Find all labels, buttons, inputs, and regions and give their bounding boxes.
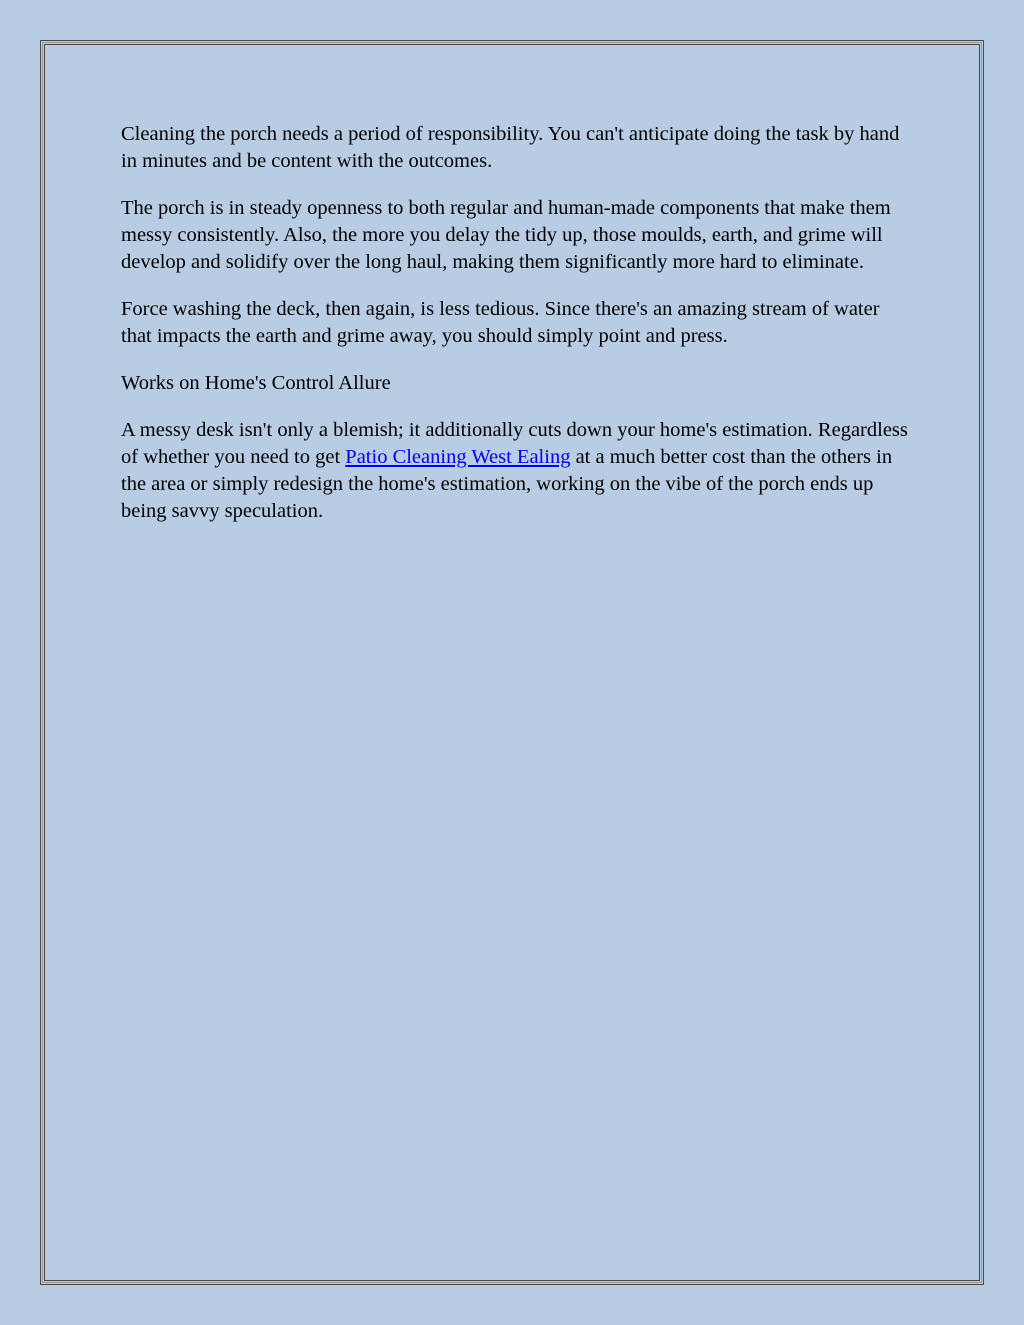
patio-cleaning-link[interactable]: Patio Cleaning West Ealing (345, 446, 571, 468)
paragraph-5-text-before: A messy desk isn't only a blemish; it additionally cuts down your home's estimation. Regardless of whether you need to get (121, 419, 908, 468)
paragraph-5 (121, 417, 911, 525)
paragraph-5-text-after: at a much better cost than the others in the area or simply redesign the home's estimation, working on the vibe of the porch ends up being savvy speculation. (121, 446, 893, 522)
paragraph-2: The porch is in steady openness to both regular and human-made components that make them messy consistently. Also, the more you delay the tidy up, those moulds, earth, and grime will develop and solidify over the long haul, making them significantly more hard to eliminate. (121, 197, 891, 273)
paragraph-3: Force washing the deck, then again, is less tedious. Since there's an amazing stream of water that impacts the earth and grime away, you should simply point and press. (121, 298, 880, 347)
section-heading: Works on Home's Control Allure (121, 372, 391, 394)
paragraph-1: Cleaning the porch needs a period of responsibility. You can't anticipate doing the task by hand in minutes and be content with the outcomes. (121, 123, 900, 172)
document-body (121, 121, 911, 545)
